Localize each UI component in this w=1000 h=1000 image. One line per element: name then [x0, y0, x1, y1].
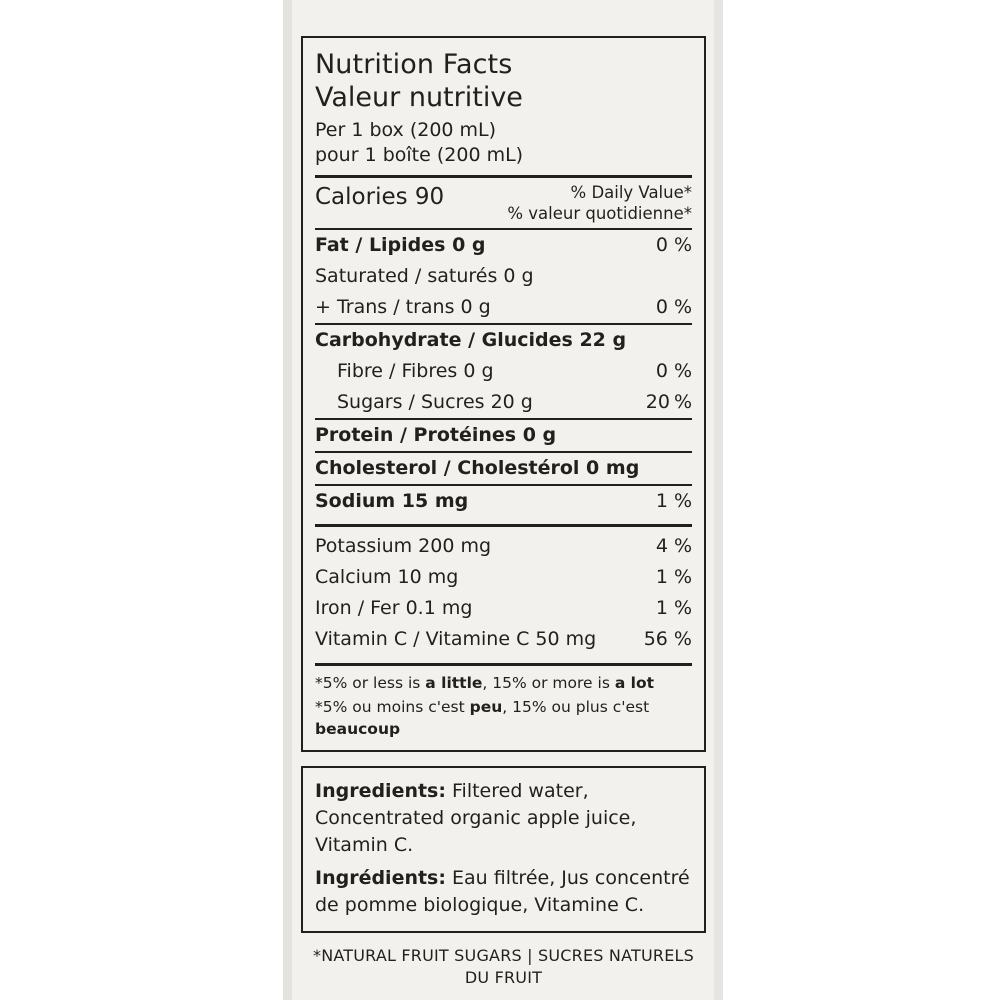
cholesterol-row [315, 453, 692, 484]
cholesterol-label: Cholesterol / Cholestérol 0 mg [315, 457, 640, 479]
calcium-row [315, 562, 692, 593]
ingredients-text-en: Filtered water, Concentrated organic apple juice, Vitamin C. [315, 780, 637, 856]
nutrition-facts-box [301, 36, 706, 752]
potassium-value: 4 % [655, 535, 692, 557]
iron-row [315, 593, 692, 624]
saturated-fat-label: Saturated / saturés 0 g [315, 265, 534, 287]
sugars-label: Sugars / Sucres 20 g [337, 391, 533, 413]
ingredients-label-en: Ingredients: [315, 780, 446, 802]
potassium-label: Potassium 200 mg [315, 535, 492, 557]
iron-value: 1 % [655, 597, 692, 619]
calcium-value: 1 % [655, 566, 692, 588]
serving-size-fr: pour 1 boîte (200 mL) [315, 144, 524, 166]
daily-value-header-en: % Daily Value* [570, 183, 692, 202]
carton-left-edge [283, 0, 292, 1000]
serving-size-en: Per 1 box (200 mL) [315, 119, 497, 141]
fibre-label: Fibre / Fibres 0 g [337, 360, 494, 382]
footnote-fr-part1: *5% ou moins c'est [315, 698, 470, 716]
carbohydrate-label: Carbohydrate / Glucides 22 g [315, 329, 627, 351]
nutrition-facts-title-en: Nutrition Facts [315, 49, 513, 80]
iron-label: Iron / Fer 0.1 mg [315, 597, 473, 619]
footnote-fr [315, 696, 692, 742]
sodium-value: 1 % [655, 490, 692, 512]
ingredients-en [315, 778, 692, 859]
fat-label: Fat / Lipides 0 g [315, 234, 486, 256]
fibre-row [315, 356, 692, 387]
calories-row [315, 178, 692, 228]
fat-group [315, 230, 692, 323]
daily-value-header-fr: % valeur quotidienne* [507, 204, 692, 223]
nutrition-facts-title-fr: Valeur nutritive [315, 82, 523, 113]
footnote-fr-beaucoup: beaucoup [315, 720, 401, 738]
fat-value: 0 % [655, 234, 692, 256]
natural-fruit-sugars-note: *NATURAL FRUIT SUGARS | SUCRES NATURELS DU FRUIT [313, 946, 694, 987]
calcium-label: Calcium 10 mg [315, 566, 459, 588]
vitamin-c-value: 56 % [643, 628, 692, 650]
footnote-en-part1: *5% or less is [315, 674, 426, 692]
vitamin-c-row [315, 624, 692, 655]
fibre-value: 0 % [655, 360, 692, 382]
trans-fat-value: 0 % [655, 296, 692, 318]
ingredients-text-fr: Eau filtrée, Jus concentré de pomme biologique, Vitamine C. [315, 867, 690, 916]
footnote-en-alot: a lot [614, 674, 655, 692]
footnote-fr-part2: , 15% ou plus c'est [502, 698, 650, 716]
ingredients-box [301, 766, 706, 933]
carbohydrate-row [315, 325, 692, 356]
calories-label: Calories 90 [315, 184, 445, 210]
protein-label: Protein / Protéines 0 g [315, 424, 557, 446]
sugars-percent-sign: % [673, 391, 692, 413]
trans-fat-label: + Trans / trans 0 g [315, 296, 491, 318]
protein-row [315, 420, 692, 451]
ingredients-label-fr: Ingrédients: [315, 867, 446, 889]
footnote-fr-peu: peu [469, 698, 503, 716]
potassium-row [315, 527, 692, 562]
vitamin-c-label: Vitamin C / Vitamine C 50 mg [315, 628, 597, 650]
sugars-value-number: 20 [645, 391, 670, 413]
footnote-en-part2: , 15% or more is [482, 674, 615, 692]
daily-value-header [507, 182, 692, 224]
sodium-label: Sodium 15 mg [315, 490, 469, 512]
carton-right-edge [714, 0, 723, 1000]
footnote-en [315, 666, 692, 696]
sugars-value [646, 389, 692, 416]
sodium-row [315, 486, 692, 517]
sugars-row [315, 387, 692, 418]
nutrition-label [301, 36, 706, 989]
footnote-en-alittle: a little [425, 674, 483, 692]
ingredients-fr [315, 865, 692, 919]
